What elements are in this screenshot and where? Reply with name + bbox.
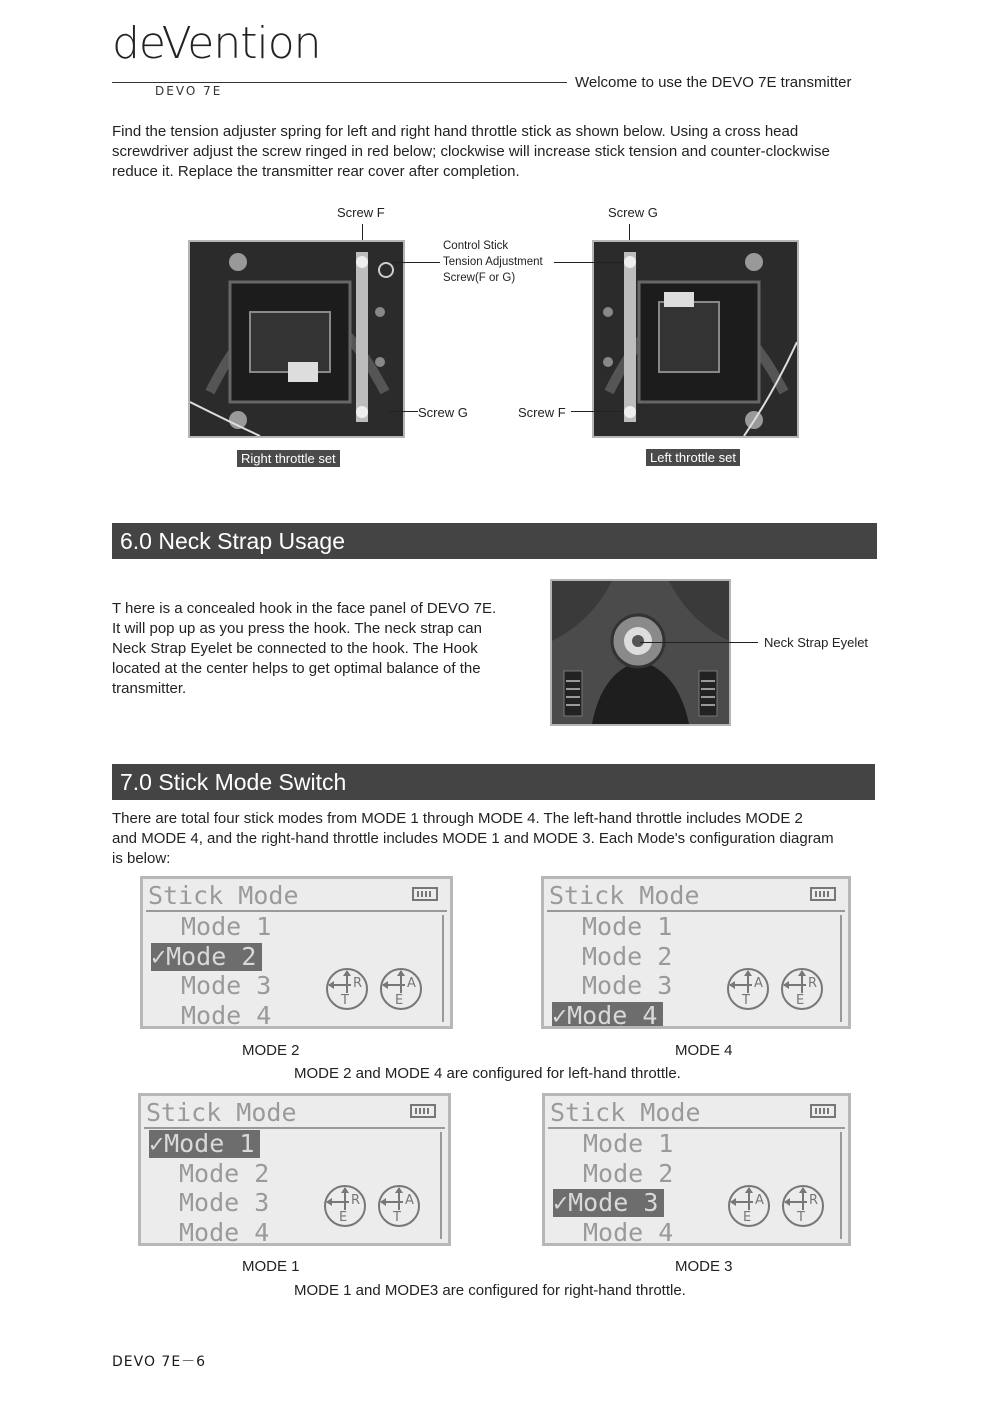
screen-caption: MODE 3: [675, 1258, 733, 1275]
neck-strap-line: transmitter.: [112, 680, 187, 697]
neck-strap-paragraph: [112, 599, 496, 699]
lcd-scrollbar: [840, 1132, 842, 1239]
lcd-mode-label: Mode 3: [582, 971, 673, 1000]
screen-caption: MODE 1: [242, 1258, 300, 1275]
check-icon: ✓: [149, 1129, 165, 1158]
leader-line: [392, 262, 440, 263]
stick-axis-label: E: [395, 993, 404, 1008]
right-gimbal-photo: [188, 240, 405, 438]
neck-strap-line: located at the center helps to get optimal balance of the: [112, 660, 481, 677]
stick-axis-label: T: [742, 993, 750, 1008]
intro-paragraph: [112, 122, 830, 182]
neck-strap-photo: [550, 579, 731, 726]
left-throttle-tag: Left throttle set: [646, 449, 740, 466]
lcd-mode-label: Mode 3: [179, 1188, 270, 1217]
neck-strap-eyelet-label: Neck Strap Eyelet: [764, 635, 869, 650]
stick-axis-label: A: [405, 1193, 414, 1208]
stick-direction-icon: [727, 1184, 771, 1228]
check-icon: ✓: [553, 1188, 569, 1217]
lcd-mode-item: [181, 972, 271, 1000]
lcd-mode-item: [583, 1219, 673, 1247]
lcd-mode-label: Mode 4: [567, 1000, 658, 1029]
lcd-mode-item: [583, 1130, 673, 1158]
lcd-title: Stick Mode: [550, 1098, 701, 1127]
stick-axis-label: T: [797, 1210, 805, 1225]
left-hand-caption: MODE 2 and MODE 4 are configured for left-hand throttle.: [294, 1065, 681, 1082]
stick-axis-label: T: [393, 1210, 401, 1225]
lcd-mode-item: [181, 913, 271, 941]
battery-icon: [810, 1104, 836, 1118]
stick-axis-label: E: [796, 993, 805, 1008]
neck-strap-line: Neck Strap Eyelet be connected to the hook. The Hook: [112, 640, 478, 657]
stick-axis-label: R: [353, 976, 363, 991]
screen-caption: MODE 2: [242, 1042, 300, 1059]
stick-mode-line: There are total four stick modes from MODE 1 through MODE 4. The left-hand throttle includes MODE 2: [112, 810, 803, 827]
lcd-mode-item-selected: [151, 943, 262, 971]
intro-line: Find the tension adjuster spring for left and right hand throttle stick as shown below. Using a cross head: [112, 123, 799, 140]
lcd-mode-label: Mode 2: [179, 1158, 270, 1188]
screw-f-bottom-label: Screw F: [518, 405, 566, 420]
stick-direction-icon: [781, 1184, 825, 1228]
lcd-mode-label: Mode 1: [164, 1129, 255, 1158]
lcd-mode-label: Mode 1: [181, 912, 272, 941]
neck-strap-line: T here is a concealed hook in the face panel of DEVO 7E.: [112, 600, 497, 617]
leader-line: [640, 642, 758, 643]
callout-line: Tension Adjustment: [443, 256, 543, 268]
stick-direction-icon: [323, 1184, 367, 1228]
lcd-mode-item-selected: [552, 1002, 663, 1030]
stick-axis-label: R: [809, 1193, 819, 1208]
stick-axis-label: E: [339, 1210, 348, 1225]
lcd-title: Stick Mode: [549, 881, 700, 910]
lcd-mode-item: [582, 943, 672, 971]
callout-line: Screw(F or G): [443, 272, 516, 284]
lcd-mode-label: Mode 3: [181, 971, 272, 1000]
lcd-scrollbar: [442, 915, 444, 1022]
lcd-scrollbar: [440, 1132, 442, 1239]
stick-direction-icon: [780, 967, 824, 1011]
lcd-mode-item: [582, 913, 672, 941]
intro-line: reduce it. Replace the transmitter rear cover after completion.: [112, 163, 520, 180]
left-gimbal-photo: [592, 240, 799, 438]
lcd-mode-label: Mode 2: [166, 941, 257, 971]
leader-line: [388, 411, 418, 412]
stick-axis-label: T: [341, 993, 349, 1008]
stick-mode-paragraph: [112, 809, 834, 869]
stick-axis-label: E: [743, 1210, 752, 1225]
right-hand-caption: MODE 1 and MODE3 are configured for right-hand throttle.: [294, 1282, 686, 1299]
leader-line: [571, 411, 623, 412]
lcd-mode-label: Mode 1: [583, 1129, 674, 1158]
lcd-mode-item: [179, 1189, 269, 1217]
lcd-scrollbar: [840, 915, 842, 1022]
lcd-title: Stick Mode: [148, 881, 299, 910]
check-icon: ✓: [151, 941, 167, 971]
lcd-mode-item: [582, 972, 672, 1000]
screw-g-bottom-label: Screw G: [418, 405, 468, 420]
stick-mode-line: is below:: [112, 850, 171, 867]
screen-caption: MODE 4: [675, 1042, 733, 1059]
check-icon: ✓: [552, 1000, 568, 1029]
stick-mode-screen: [138, 1093, 451, 1246]
battery-icon: [410, 1104, 436, 1118]
lcd-mode-item: [181, 1002, 271, 1030]
lcd-mode-item-selected: [149, 1130, 260, 1158]
right-throttle-tag: Right throttle set: [237, 450, 340, 467]
stick-axis-label: A: [407, 976, 416, 991]
stick-direction-icon: [379, 967, 423, 1011]
stick-mode-screen: [541, 876, 851, 1029]
lcd-mode-item: [179, 1160, 269, 1188]
battery-icon: [412, 887, 438, 901]
callout-line: Control Stick: [443, 240, 509, 252]
lcd-mode-label: Mode 4: [179, 1217, 270, 1246]
stick-direction-icon: [325, 967, 369, 1011]
tension-callout: [443, 238, 543, 286]
lcd-mode-item-selected: [553, 1189, 664, 1217]
section-7-heading: 7.0 Stick Mode Switch: [112, 764, 875, 800]
lcd-mode-item: [179, 1219, 269, 1247]
leader-line: [554, 262, 624, 263]
section-6-heading: 6.0 Neck Strap Usage: [112, 523, 877, 559]
neck-strap-line: It will pop up as you press the hook. The neck strap can: [112, 620, 482, 637]
lcd-mode-label: Mode 4: [583, 1217, 674, 1246]
stick-axis-label: A: [754, 976, 763, 991]
header-welcome: Welcome to use the DEVO 7E transmitter: [575, 74, 852, 91]
battery-icon: [810, 887, 836, 901]
stick-mode-screen: [140, 876, 453, 1029]
stick-axis-label: R: [351, 1193, 361, 1208]
page-footer: DEVO 7E－6: [112, 1354, 207, 1370]
stick-direction-icon: [726, 967, 770, 1011]
lcd-mode-item: [583, 1160, 673, 1188]
lcd-mode-label: Mode 2: [583, 1158, 674, 1188]
lcd-mode-label: Mode 4: [181, 1000, 272, 1029]
stick-direction-icon: [377, 1184, 421, 1228]
lcd-mode-label: Mode 1: [582, 912, 673, 941]
stick-mode-line: and MODE 4, and the right-hand throttle includes MODE 1 and MODE 3. Each Mode's configuration diagram: [112, 830, 834, 847]
lcd-mode-label: Mode 2: [582, 941, 673, 971]
brand-logo: deVention: [112, 18, 321, 69]
stick-mode-screen: [542, 1093, 851, 1246]
brand-model: DEVO 7E: [155, 84, 223, 98]
screw-f-top-label: Screw F: [337, 205, 385, 220]
screw-g-top-label: Screw G: [608, 205, 658, 220]
header-rule: [112, 82, 567, 83]
stick-axis-label: A: [755, 1193, 764, 1208]
lcd-mode-label: Mode 3: [568, 1188, 659, 1217]
stick-axis-label: R: [808, 976, 818, 991]
intro-line: screwdriver adjust the screw ringed in red below; clockwise will increase stick tension and counter-clockwise: [112, 143, 830, 160]
lcd-title: Stick Mode: [146, 1098, 297, 1127]
